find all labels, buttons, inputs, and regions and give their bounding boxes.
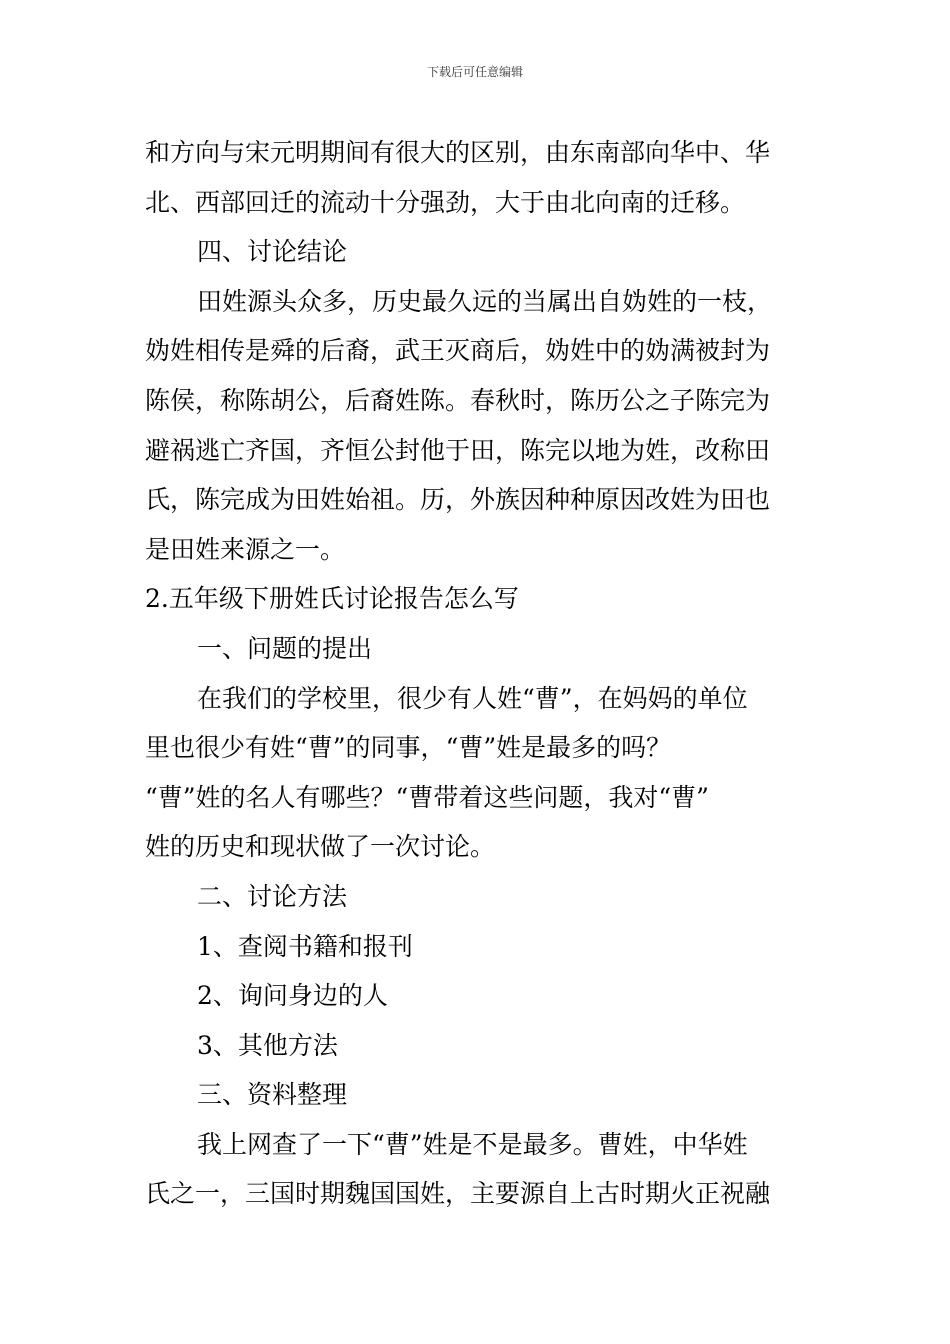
text-line: 氏，陈完成为田姓始祖。历，外族因种种原因改姓为田也 (145, 485, 771, 515)
text-line: 避祸逃亡齐国，齐恒公封他于田，陈完以地为姓，改称田 (145, 435, 771, 465)
list-item: 1、查阅书籍和报刊 (197, 931, 413, 961)
list-item: 3、其他方法 (197, 1030, 338, 1060)
text-line: 北、西部回迁的流动十分强劲，大于由北向南的迁移。 (145, 187, 746, 217)
section-heading: 二、讨论方法 (197, 881, 348, 911)
section-heading: 一、问题的提出 (197, 633, 373, 663)
text-line: 陈侯，称陈胡公，后裔姓陈。春秋时，陈历公之子陈完为 (145, 385, 771, 415)
text-line: 姓的历史和现状做了一次讨论。 (145, 832, 496, 862)
text-line: 里也很少有姓“曹”的同事，“曹”姓是最多的吗？ (145, 733, 672, 763)
text-line: 是田姓来源之一。 (145, 534, 346, 564)
section-heading: 三、资料整理 (197, 1080, 348, 1110)
text-line: 田姓源头众多，历史最久远的当属出自妫姓的一枝， (197, 286, 773, 316)
text-line: 氏之一，三国时期魏国国姓，主要源自上古时期火正祝融 (145, 1179, 771, 1209)
text-line: “曹”姓的名人有哪些？“曹带着这些问题，我对“曹” (145, 782, 709, 812)
text-line: 妫姓相传是舜的后裔，武王灭商后，妫姓中的妫满被封为 (145, 336, 771, 366)
page-header: 下载后可任意编辑 (426, 65, 523, 79)
document-body (145, 128, 810, 1219)
document-title: 2.五年级下册姓氏讨论报告怎么写 (145, 584, 519, 614)
text-line: 在我们的学校里，很少有人姓“曹”，在妈妈的单位 (197, 683, 748, 713)
section-heading: 四、讨论结论 (197, 237, 348, 267)
text-line: 我上网查了一下“曹”姓是不是最多。曹姓，中华姓 (197, 1129, 748, 1159)
list-item: 2、询问身边的人 (197, 981, 388, 1011)
text-line: 和方向与宋元明期间有很大的区别，由东南部向华中、华 (145, 138, 771, 167)
